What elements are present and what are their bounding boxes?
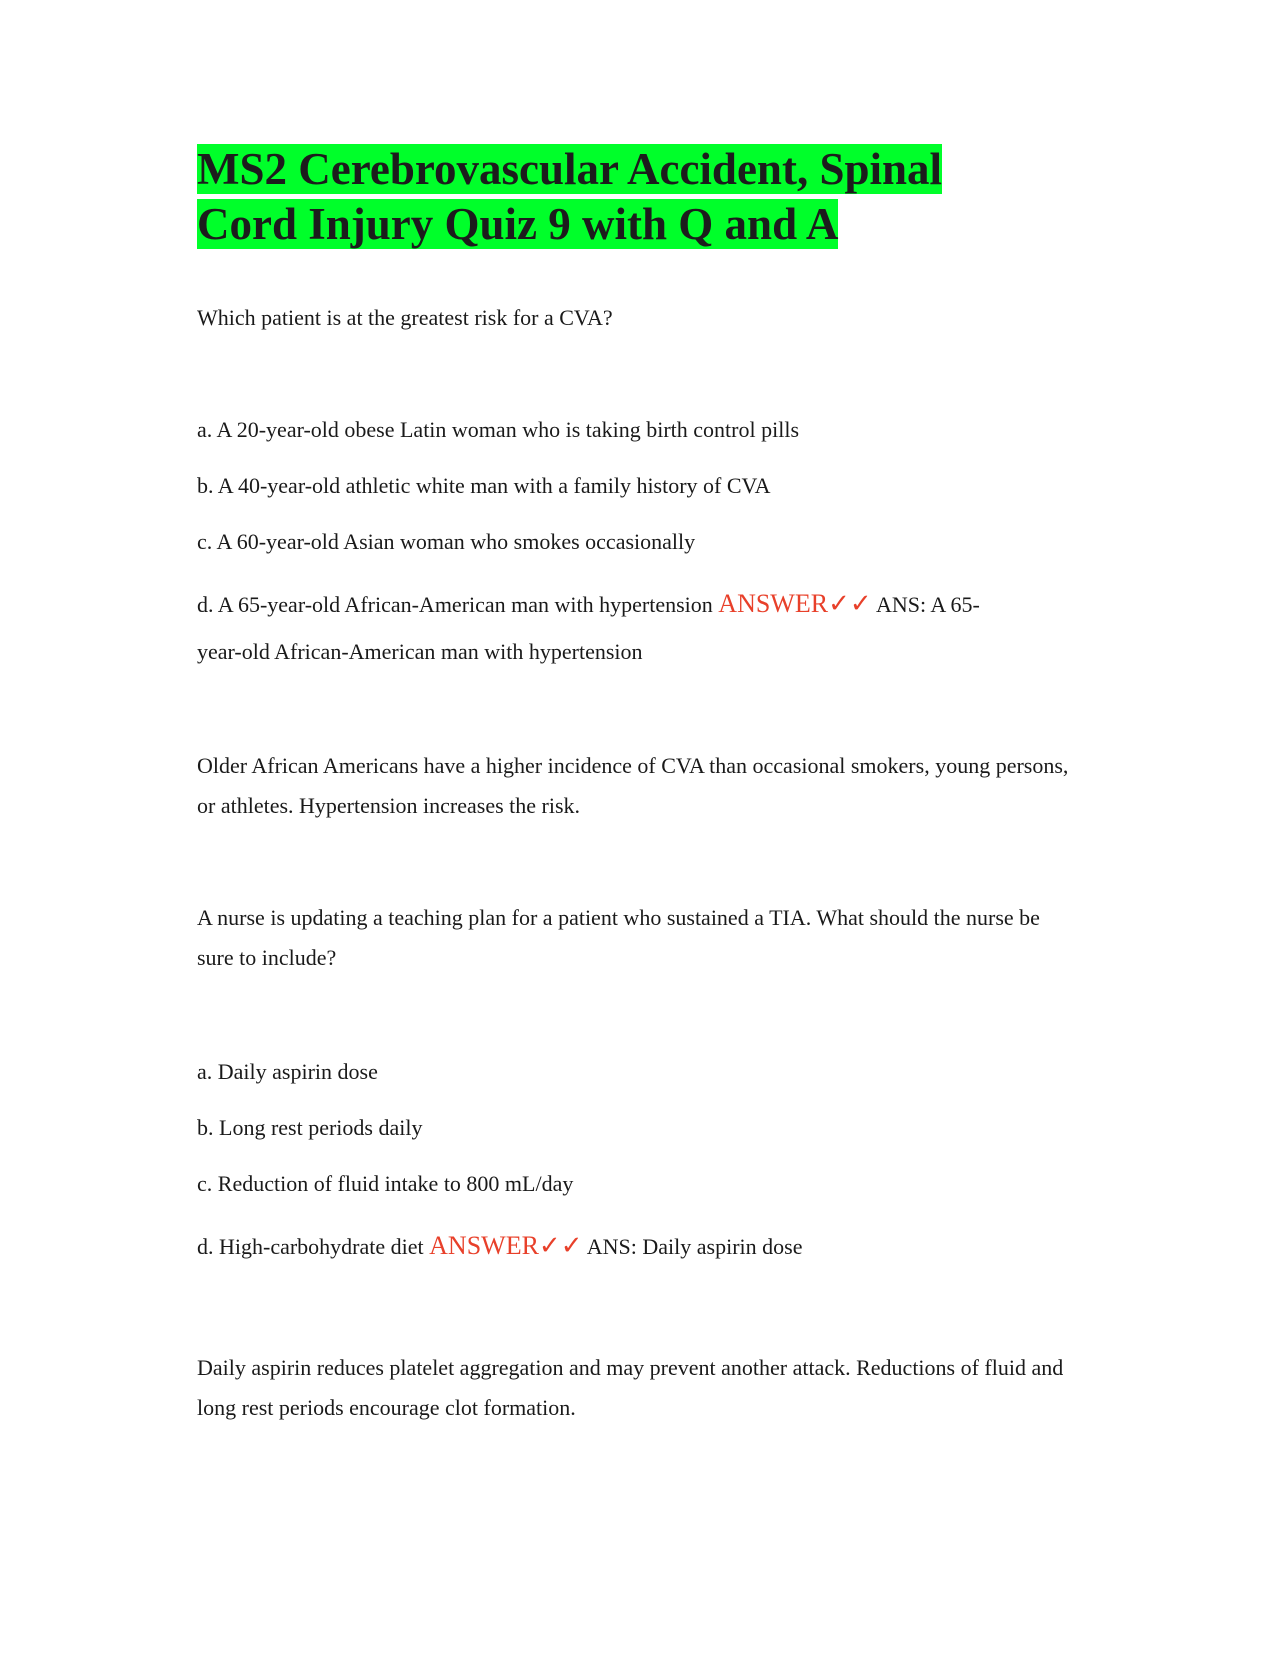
q2-answer-marker: ANSWER✓✓ (429, 1231, 583, 1260)
q2-answer-text: ANS: Daily aspirin dose (582, 1234, 803, 1259)
q1-option-c: c. A 60-year-old Asian woman who smokes occasionally (197, 529, 696, 554)
q1-option-a: a. A 20-year-old obese Latin woman who is taking birth control pills (197, 417, 800, 442)
q1-question: Which patient is at the greatest risk for a CVA? (197, 305, 613, 330)
title-line-1: MS2 Cerebrovascular Accident, Spinal (197, 144, 943, 194)
q1-rationale: Older African Americans have a higher incidence of CVA than occasional smokers, young persons, or athletes. Hypertension increases the risk. (197, 753, 1069, 818)
q1-option-d-text: d. A 65-year-old African-American man with hypertension (197, 592, 719, 617)
q1-option-d (197, 584, 980, 625)
q2-option-b: b. Long rest periods daily (197, 1115, 423, 1140)
q2-option-d-text: d. High-carbohydrate diet (197, 1234, 430, 1259)
q1-answer-text: ANS: A 65- (871, 592, 980, 617)
q1-answer-marker: ANSWER✓✓ (718, 589, 872, 618)
q2-rationale: Daily aspirin reduces platelet aggregation and may prevent another attack. Reductions of fluid and long rest periods encourage clot formation. (197, 1355, 1064, 1420)
document-title (197, 142, 1097, 252)
q2-question: A nurse is updating a teaching plan for a patient who sustained a TIA. What should the nurse be sure to include? (197, 905, 1040, 970)
q2-option-d (197, 1226, 803, 1267)
q1-answer-continued: year-old African-American man with hypertension (197, 639, 643, 664)
title-line-2: Cord Injury Quiz 9 with Q and A (197, 199, 839, 249)
q2-option-c: c. Reduction of fluid intake to 800 mL/day (197, 1171, 574, 1196)
q2-option-a: a. Daily aspirin dose (197, 1059, 378, 1084)
q1-option-b: b. A 40-year-old athletic white man with a family history of CVA (197, 473, 771, 498)
